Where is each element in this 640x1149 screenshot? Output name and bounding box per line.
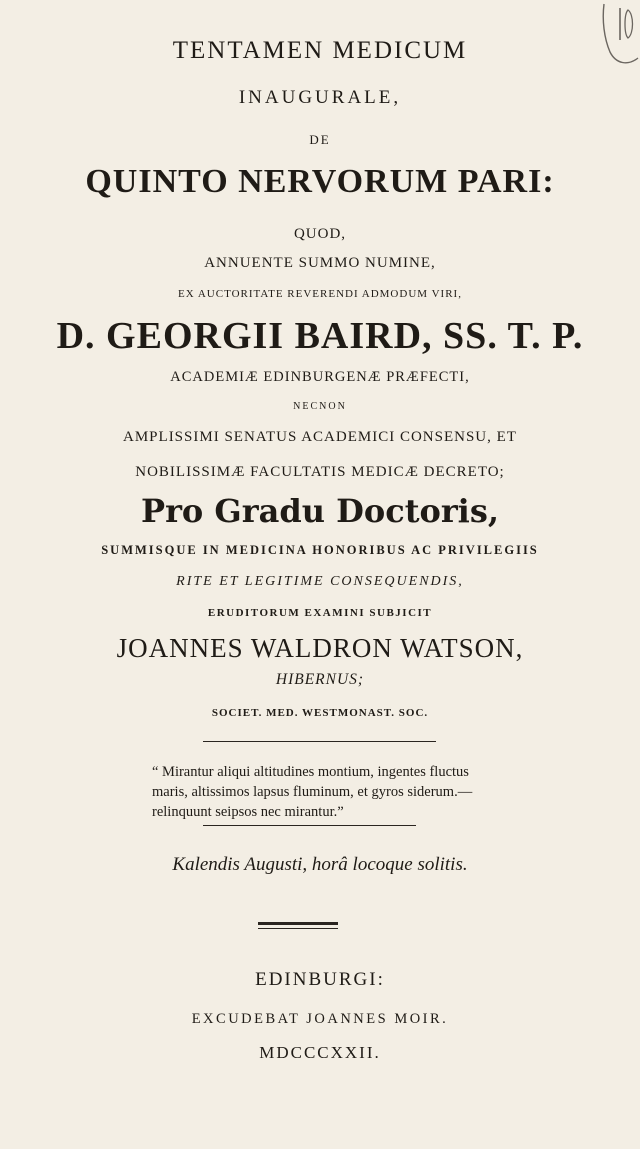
text-quod: QUOD, — [293, 226, 347, 242]
heading-inaugurale: INAUGURALE, — [238, 87, 402, 108]
imprint-city: EDINBURGI: — [255, 969, 385, 990]
epigraph-line: maris, altissimos lapsus fluminum, et gyros siderum.— — [152, 784, 473, 800]
imprint-printer: EXCUDEBAT JOANNES MOIR. — [191, 1011, 449, 1027]
date-line: Kalendis Augusti, horâ locoque solitis. — [172, 854, 468, 875]
text-necnon: NECNON — [293, 401, 347, 412]
text-nobilissimae: NOBILISSIMÆ FACULTATIS MEDICÆ DECRETO; — [135, 464, 505, 480]
name-georgii-baird: D. GEORGII BAIRD, SS. T. P. — [56, 315, 584, 357]
text-rite-et-legitime: RITE ET LEGITIME CONSEQUENDIS, — [176, 574, 464, 589]
epigraph — [152, 762, 492, 822]
text-eruditorum: ERUDITORUM EXAMINI SUBJICIT — [207, 607, 433, 619]
text-summisque: SUMMISQUE IN MEDICINA HONORIBUS AC PRIVILEGIIS — [101, 543, 539, 557]
text-de: DE — [309, 132, 331, 147]
double-rule-thin — [258, 928, 338, 929]
author-society: SOCIET. MED. WESTMONAST. SOC. — [211, 707, 429, 719]
handwritten-mark-icon — [598, 0, 640, 70]
author-name: JOANNES WALDRON WATSON, — [116, 633, 524, 663]
text-amplissimi: AMPLISSIMI SENATUS ACADEMICI CONSENSU, ET — [123, 429, 517, 445]
author-origin: HIBERNUS; — [275, 671, 365, 688]
divider-bottom — [203, 825, 416, 826]
double-rule — [258, 922, 338, 925]
imprint-year: MDCCCXXII. — [259, 1043, 381, 1062]
pro-gradu-doctoris: Pro Gradu Doctoris, — [141, 492, 499, 530]
text-ex-auctoritate: EX AUCTORITATE REVERENDI ADMODUM VIRI, — [178, 288, 462, 300]
epigraph-line: “ Mirantur aliqui altitudines montium, ingentes fluctus — [152, 764, 469, 780]
main-title: QUINTO NERVORUM PARI: — [85, 163, 555, 200]
divider-top — [203, 741, 436, 742]
text-academiae: ACADEMIÆ EDINBURGENÆ PRÆFECTI, — [170, 369, 470, 385]
text-annuente: ANNUENTE SUMMO NUMINE, — [204, 255, 436, 271]
epigraph-line: relinquunt seipsos nec mirantur.” — [152, 804, 344, 820]
heading-tentamen-medicum: TENTAMEN MEDICUM — [172, 37, 468, 64]
